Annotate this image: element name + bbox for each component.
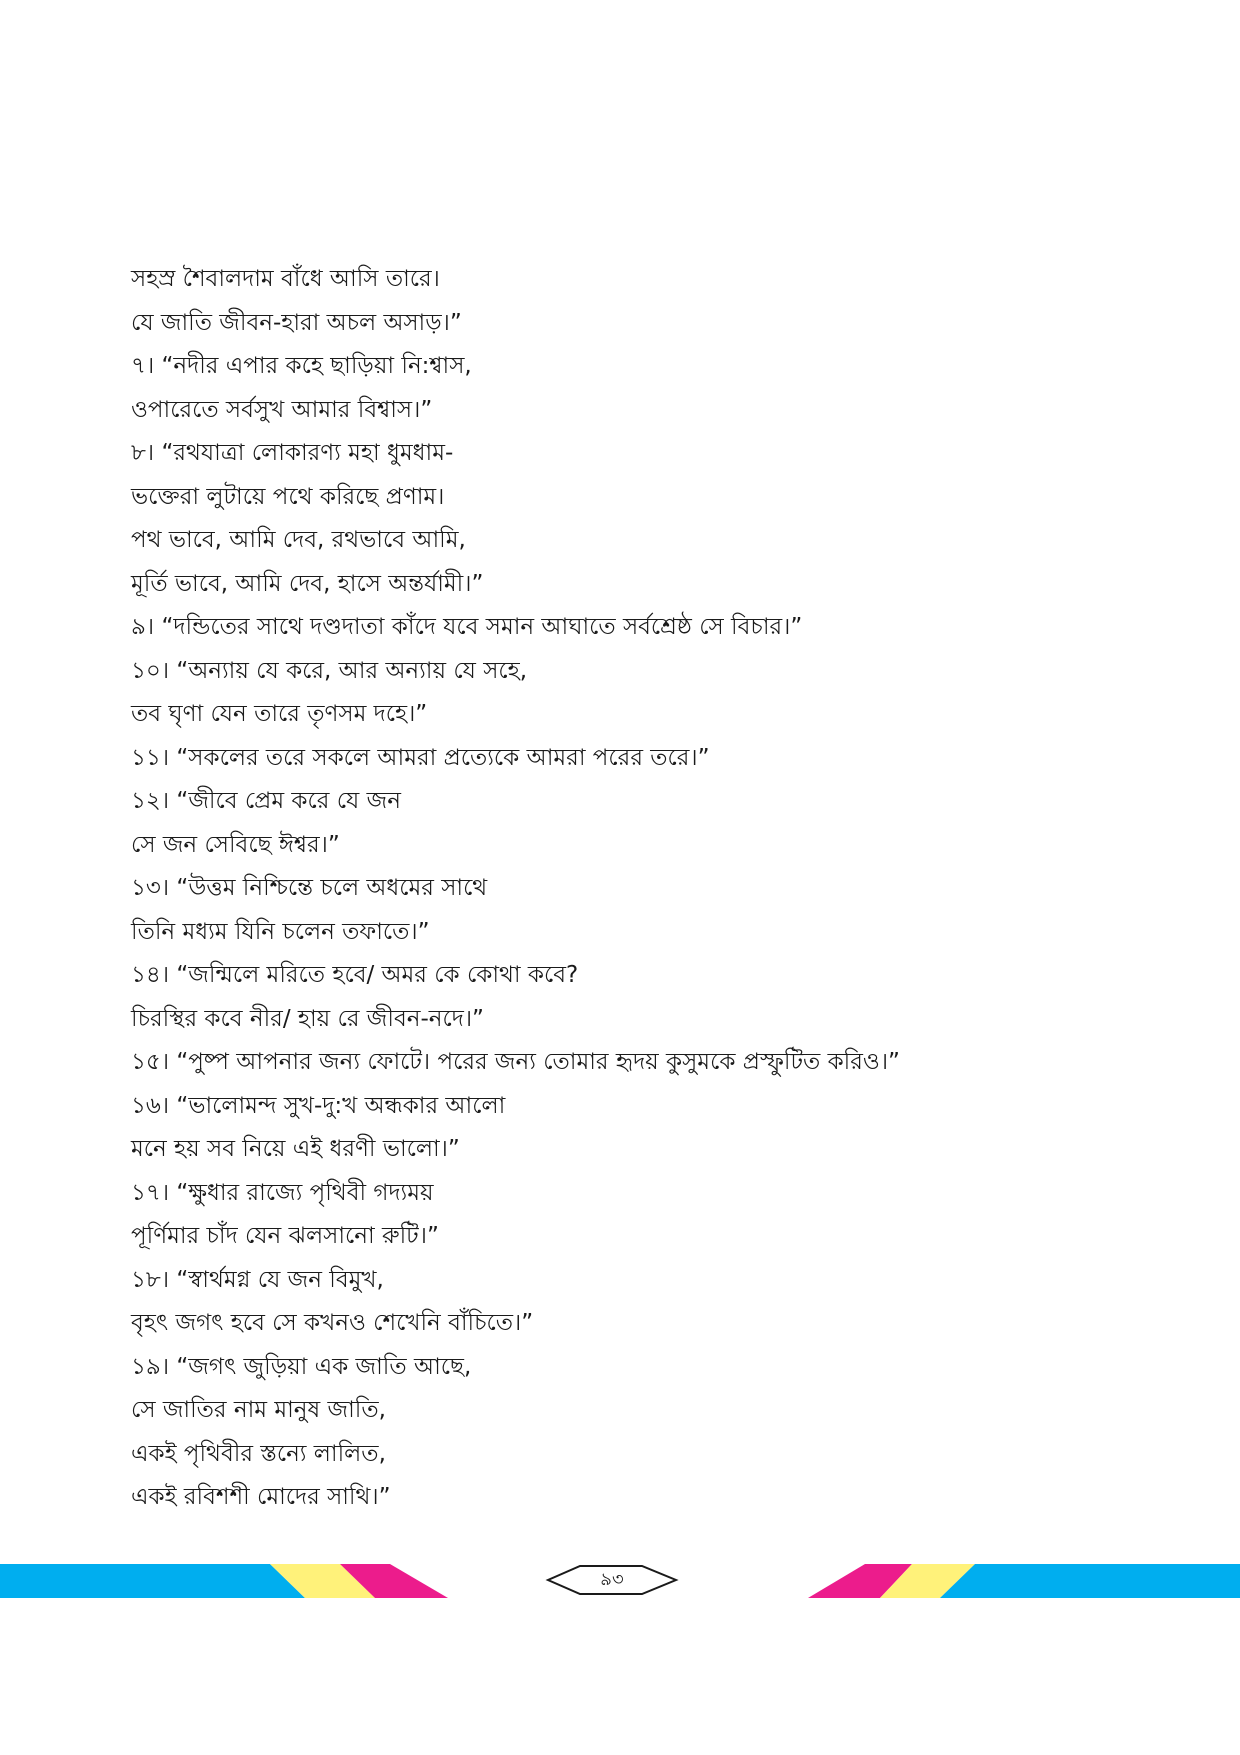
text-line: পূর্ণিমার চাঁদ যেন ঝলসানো রুটি।”: [131, 1223, 439, 1249]
page-number: ৯৩: [600, 1569, 624, 1590]
text-line: একই পৃথিবীর স্তন্যে লালিত,: [131, 1440, 386, 1467]
quote-13: ১৩। “উত্তম নিশ্চিন্তে চলে অধমের সাথে: [131, 875, 488, 901]
quote-12: ১২। “জীবে প্রেম করে যে জন: [131, 788, 401, 814]
quote-9: ৯। “দন্ডিতের সাথে দণ্ডদাতা কাঁদে যবে সমান আঘাতে সর্বশ্রেষ্ঠ সে বিচার।”: [131, 614, 803, 640]
quote-8: ৮। “রথযাত্রা লোকারণ্য মহা ধুমধাম-: [131, 440, 454, 466]
quote-16: ১৬। “ভালোমন্দ সুখ-দু:খ অন্ধকার আলো: [131, 1092, 506, 1119]
text-line: মনে হয় সব নিয়ে এই ধরণী ভালো।”: [131, 1136, 460, 1162]
quote-14: ১৪। “জন্মিলে মরিতে হবে/ অমর কে কোথা কবে?: [131, 962, 579, 988]
text-line: যে জাতি জীবন-হারা অচল অসাড়।”: [131, 309, 462, 336]
quote-15: ১৫। “পুষ্প আপনার জন্য ফোটে। পরের জন্য তোমার হৃদয় কুসুমকে প্রস্ফুটিত করিও।”: [131, 1049, 900, 1075]
quote-7: ৭। “নদীর এপার কহে ছাড়িয়া নি:শ্বাস,: [131, 353, 472, 379]
text-line: চিরস্থির কবে নীর/ হায় রে জীবন-নদে।”: [131, 1005, 484, 1032]
text-line: একই রবিশশী মোদের সাথি।”: [131, 1484, 391, 1510]
text-line: তিনি মধ্যম যিনি চলেন তফাতে।”: [131, 918, 430, 945]
poem-text-block: [131, 258, 1131, 1520]
text-line: সে জন সেবিছে ঈশ্বর।”: [131, 831, 340, 858]
text-line: সহস্র শৈবালদাম বাঁধে আসি তারে।: [131, 266, 440, 292]
text-line: ভক্তেরা লুটায়ে পথে করিছে প্রণাম।: [131, 483, 445, 510]
right-cyan-stripe: [940, 1564, 1240, 1598]
text-line: সে জাতির নাম মানুষ জাতি,: [131, 1397, 386, 1423]
text-line: বৃহৎ জগৎ হবে সে কখনও শেখেনি বাঁচিতে।”: [131, 1310, 534, 1336]
quote-18: ১৮। “স্বার্থমগ্ন যে জন বিমুখ,: [131, 1266, 384, 1293]
left-cyan-stripe: [0, 1564, 305, 1598]
text-line: ওপারেতে সর্বসুখ আমার বিশ্বাস।”: [131, 396, 433, 423]
quote-17: ১৭। “ক্ষুধার রাজ্যে পৃথিবী গদ্যময়: [131, 1179, 434, 1206]
text-line: তব ঘৃণা যেন তারে তৃণসম দহে।”: [131, 701, 428, 727]
quote-11: ১১। “সকলের তরে সকলে আমরা প্রত্যেকে আমরা পরের তরে।”: [131, 744, 710, 771]
quote-10: ১০। “অন্যায় যে করে, আর অন্যায় যে সহে,: [131, 657, 528, 684]
quote-19: ১৯। “জগৎ জুড়িয়া এক জাতি আছে,: [131, 1353, 472, 1380]
text-line: মূর্তি ভাবে, আমি দেব, হাসে অন্তর্যামী।”: [131, 570, 484, 597]
text-line: পথ ভাবে, আমি দেব, রথভাবে আমি,: [131, 527, 466, 553]
